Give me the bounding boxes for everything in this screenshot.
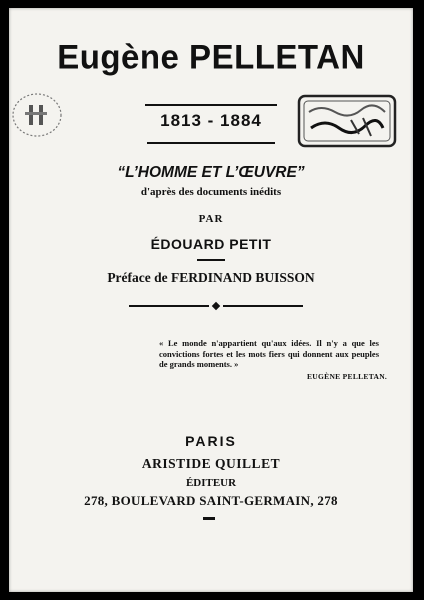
preface-line: Préface de FERDINAND BUISSON [107, 270, 315, 285]
subtitle: d'après des documents inédits [140, 186, 282, 198]
ornament-diamond [212, 302, 220, 310]
imprint-city: PARIS [185, 433, 237, 449]
ornament-line-right [223, 305, 303, 307]
divider-top-left [145, 104, 277, 106]
author-name: Eugène PELLETAN [57, 37, 365, 76]
life-dates: 1813 - 1884 [160, 111, 262, 130]
divider-dates-bottom [147, 142, 275, 144]
imprint-role: ÉDITEUR [185, 477, 237, 489]
imprint-publisher: ARISTIDE QUILLET [141, 456, 281, 471]
ornament-line-left [129, 305, 209, 307]
epigraph-quote: « Le monde n'appartient qu'aux idées. Il n'y a que les convictions fortes et les mots fiers qui donnent aux peuples de grands moments. » [159, 338, 379, 369]
imprint-address: 278, BOULEVARD SAINT-GERMAIN, 278 [84, 493, 338, 508]
by-label: PAR [198, 213, 224, 225]
work-title: “L’HOMME ET L’ŒUVRE” [117, 164, 305, 181]
epigraph-attribution: EUGÈNE PELLETAN. [307, 372, 388, 381]
divider-short [197, 259, 225, 261]
closing-dash [203, 517, 215, 520]
title-page [9, 8, 413, 592]
editor-name: ÉDOUARD PETIT [150, 236, 272, 252]
